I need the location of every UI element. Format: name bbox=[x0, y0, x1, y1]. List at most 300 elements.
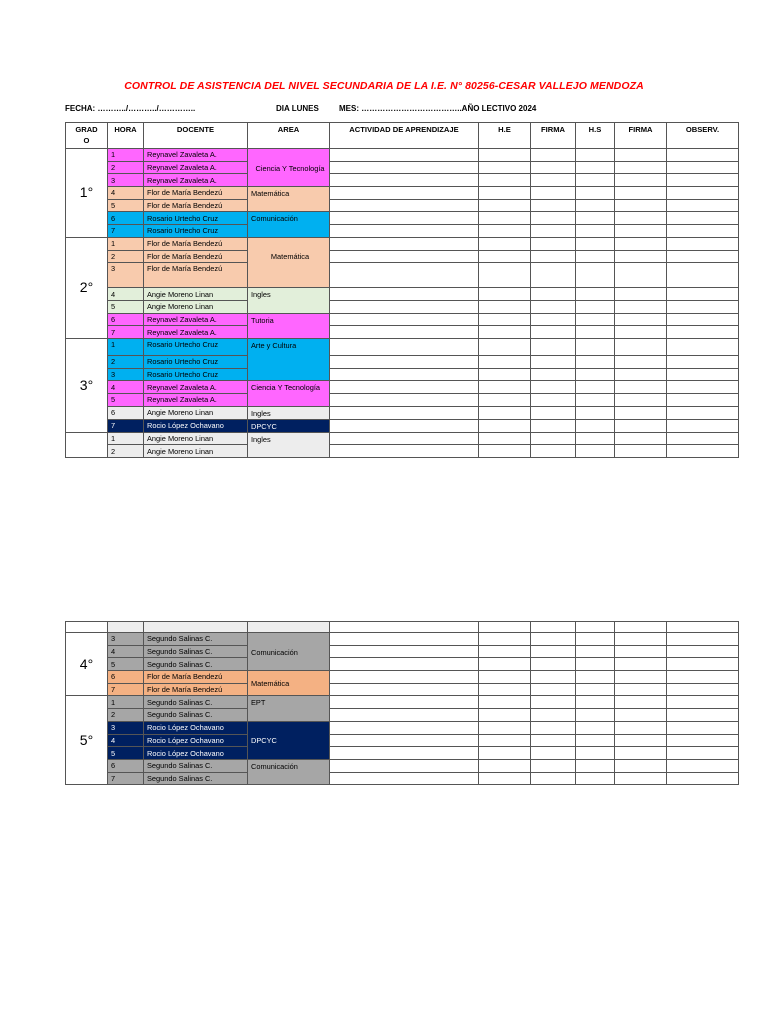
grade-cell: 1° bbox=[66, 149, 108, 238]
observ-cell[interactable] bbox=[667, 721, 739, 734]
firma-cell[interactable] bbox=[531, 199, 576, 212]
firma-cell[interactable] bbox=[615, 445, 667, 458]
he-cell[interactable] bbox=[479, 394, 531, 407]
docente-cell: Rosario Urtecho Cruz bbox=[144, 338, 248, 355]
table-row bbox=[66, 633, 739, 646]
hs-cell[interactable] bbox=[576, 759, 615, 772]
observ-cell[interactable] bbox=[667, 709, 739, 722]
firma-cell[interactable] bbox=[531, 721, 576, 734]
he-cell[interactable] bbox=[479, 721, 531, 734]
header-observ: OBSERV. bbox=[667, 123, 739, 149]
firma-cell[interactable] bbox=[615, 709, 667, 722]
hs-cell[interactable] bbox=[576, 338, 615, 355]
docente-cell: Segundo Salinas C. bbox=[144, 658, 248, 671]
firma-cell[interactable] bbox=[615, 747, 667, 760]
hora-cell: 4 bbox=[108, 645, 144, 658]
he-cell[interactable] bbox=[479, 313, 531, 326]
he-cell[interactable] bbox=[479, 445, 531, 458]
docente-cell: Angie Moreno Linan bbox=[144, 300, 248, 313]
he-cell[interactable] bbox=[479, 633, 531, 646]
observ-cell[interactable] bbox=[667, 772, 739, 785]
firma-cell[interactable] bbox=[531, 313, 576, 326]
observ-cell[interactable] bbox=[667, 406, 739, 419]
hora-cell: 4 bbox=[108, 288, 144, 301]
actividad-cell[interactable] bbox=[330, 149, 479, 162]
firma-cell[interactable] bbox=[615, 734, 667, 747]
firma-cell[interactable] bbox=[615, 199, 667, 212]
table-row bbox=[66, 313, 739, 326]
firma-cell[interactable] bbox=[531, 212, 576, 225]
hs-cell[interactable] bbox=[576, 671, 615, 684]
docente-cell: Rosario Urtecho Cruz bbox=[144, 225, 248, 238]
docente-cell: Reynavel Zavaleta A. bbox=[144, 394, 248, 407]
firma-cell[interactable] bbox=[531, 419, 576, 432]
he-cell[interactable] bbox=[479, 406, 531, 419]
actividad-cell[interactable] bbox=[330, 338, 479, 355]
firma-cell[interactable] bbox=[615, 658, 667, 671]
firma-cell[interactable] bbox=[615, 212, 667, 225]
firma-cell[interactable] bbox=[531, 237, 576, 250]
firma-cell[interactable] bbox=[615, 225, 667, 238]
firma-cell[interactable] bbox=[531, 187, 576, 200]
hs-cell[interactable] bbox=[576, 658, 615, 671]
he-cell[interactable] bbox=[479, 683, 531, 696]
hora-cell: 1 bbox=[108, 338, 144, 355]
grade-cell: 4° bbox=[66, 633, 108, 696]
table-row bbox=[66, 747, 739, 760]
actividad-cell[interactable] bbox=[330, 394, 479, 407]
firma-cell[interactable] bbox=[531, 326, 576, 339]
actividad-cell[interactable] bbox=[330, 288, 479, 301]
docente-cell: Flor de María Bendezú bbox=[144, 683, 248, 696]
firma-cell[interactable] bbox=[615, 721, 667, 734]
hora-cell: 1 bbox=[108, 237, 144, 250]
hs-cell[interactable] bbox=[576, 300, 615, 313]
observ-cell[interactable] bbox=[667, 394, 739, 407]
observ-cell[interactable] bbox=[667, 671, 739, 684]
hs-cell[interactable] bbox=[576, 445, 615, 458]
firma-cell[interactable] bbox=[615, 696, 667, 709]
actividad-cell[interactable] bbox=[330, 759, 479, 772]
actividad-cell[interactable] bbox=[330, 212, 479, 225]
hs-cell[interactable] bbox=[576, 633, 615, 646]
hora-cell: 7 bbox=[108, 326, 144, 339]
hora-cell: 1 bbox=[108, 432, 144, 445]
hs-cell[interactable] bbox=[576, 683, 615, 696]
firma-cell[interactable] bbox=[531, 709, 576, 722]
hs-cell[interactable] bbox=[576, 288, 615, 301]
firma-cell[interactable] bbox=[531, 747, 576, 760]
table-row bbox=[66, 174, 739, 187]
actividad-cell[interactable] bbox=[330, 709, 479, 722]
he-cell[interactable] bbox=[479, 368, 531, 381]
firma-cell[interactable] bbox=[615, 622, 667, 633]
hs-cell[interactable] bbox=[576, 772, 615, 785]
he-cell[interactable] bbox=[479, 734, 531, 747]
area-cell: Matemática bbox=[248, 187, 330, 212]
firma-cell[interactable] bbox=[615, 313, 667, 326]
area-cell: EPT bbox=[248, 696, 330, 721]
firma-cell[interactable] bbox=[615, 419, 667, 432]
hs-cell[interactable] bbox=[576, 326, 615, 339]
firma-cell[interactable] bbox=[615, 338, 667, 355]
hs-cell[interactable] bbox=[576, 149, 615, 162]
docente-cell: Angie Moreno Linan bbox=[144, 432, 248, 445]
observ-cell[interactable] bbox=[667, 747, 739, 760]
actividad-cell[interactable] bbox=[330, 734, 479, 747]
he-cell[interactable] bbox=[479, 658, 531, 671]
actividad-cell[interactable] bbox=[330, 187, 479, 200]
he-cell[interactable] bbox=[479, 696, 531, 709]
firma-cell[interactable] bbox=[531, 368, 576, 381]
he-cell[interactable] bbox=[479, 709, 531, 722]
firma-cell[interactable] bbox=[615, 432, 667, 445]
firma-cell[interactable] bbox=[531, 149, 576, 162]
hora-cell: 7 bbox=[108, 772, 144, 785]
area-cell: Ingles bbox=[248, 288, 330, 313]
document-title: CONTROL DE ASISTENCIA DEL NIVEL SECUNDARIA DE LA I.E. N° 80256-CESAR VALLEJO MENDOZA bbox=[124, 80, 644, 92]
docente-cell: Angie Moreno Linan bbox=[144, 406, 248, 419]
firma-cell[interactable] bbox=[531, 622, 576, 633]
firma-cell[interactable] bbox=[615, 759, 667, 772]
observ-cell[interactable] bbox=[667, 199, 739, 212]
table-row bbox=[66, 772, 739, 785]
table-row bbox=[66, 338, 739, 355]
actividad-cell[interactable] bbox=[330, 671, 479, 684]
firma-cell[interactable] bbox=[615, 174, 667, 187]
firma-cell[interactable] bbox=[615, 394, 667, 407]
header-grado: GRAD O bbox=[66, 123, 108, 149]
he-cell[interactable] bbox=[479, 432, 531, 445]
docente-cell: Angie Moreno Linan bbox=[144, 445, 248, 458]
docente-cell: Reynavel Zavaleta A. bbox=[144, 149, 248, 162]
actividad-cell[interactable] bbox=[330, 419, 479, 432]
area-cell: Comunicación bbox=[248, 212, 330, 237]
firma-cell[interactable] bbox=[531, 683, 576, 696]
hs-cell[interactable] bbox=[576, 721, 615, 734]
table-row bbox=[66, 671, 739, 684]
table-row bbox=[66, 237, 739, 250]
observ-cell[interactable] bbox=[667, 313, 739, 326]
firma-cell[interactable] bbox=[531, 645, 576, 658]
firma-cell[interactable] bbox=[531, 300, 576, 313]
observ-cell[interactable] bbox=[667, 419, 739, 432]
firma-cell[interactable] bbox=[531, 225, 576, 238]
observ-cell[interactable] bbox=[667, 174, 739, 187]
area-cell: Tutoria bbox=[248, 313, 330, 338]
hs-cell[interactable] bbox=[576, 199, 615, 212]
actividad-cell[interactable] bbox=[330, 313, 479, 326]
firma-cell[interactable] bbox=[615, 263, 667, 288]
table-row bbox=[66, 199, 739, 212]
observ-cell[interactable] bbox=[667, 381, 739, 394]
he-cell[interactable] bbox=[479, 338, 531, 355]
firma-cell[interactable] bbox=[531, 772, 576, 785]
hs-cell[interactable] bbox=[576, 622, 615, 633]
observ-cell[interactable] bbox=[667, 149, 739, 162]
firma-cell[interactable] bbox=[615, 326, 667, 339]
observ-cell[interactable] bbox=[667, 338, 739, 355]
hora-cell: 2 bbox=[108, 355, 144, 368]
hs-cell[interactable] bbox=[576, 709, 615, 722]
he-cell[interactable] bbox=[479, 747, 531, 760]
he-cell[interactable] bbox=[479, 300, 531, 313]
grade-cell bbox=[66, 622, 108, 633]
observ-cell[interactable] bbox=[667, 445, 739, 458]
observ-cell[interactable] bbox=[667, 187, 739, 200]
firma-cell[interactable] bbox=[615, 683, 667, 696]
docente-cell: Segundo Salinas C. bbox=[144, 696, 248, 709]
actividad-cell[interactable] bbox=[330, 633, 479, 646]
header-he: H.E bbox=[479, 123, 531, 149]
hs-cell[interactable] bbox=[576, 355, 615, 368]
hs-cell[interactable] bbox=[576, 381, 615, 394]
hs-cell[interactable] bbox=[576, 747, 615, 760]
observ-cell[interactable] bbox=[667, 734, 739, 747]
observ-cell[interactable] bbox=[667, 622, 739, 633]
hora-cell: 5 bbox=[108, 199, 144, 212]
header-hs: H.S bbox=[576, 123, 615, 149]
observ-cell[interactable] bbox=[667, 300, 739, 313]
hs-cell[interactable] bbox=[576, 406, 615, 419]
table-row bbox=[66, 187, 739, 200]
actividad-cell[interactable] bbox=[330, 174, 479, 187]
he-cell[interactable] bbox=[479, 161, 531, 174]
header-firma: FIRMA bbox=[531, 123, 576, 149]
observ-cell[interactable] bbox=[667, 161, 739, 174]
observ-cell[interactable] bbox=[667, 645, 739, 658]
area-cell: DPCYC bbox=[248, 721, 330, 759]
firma-cell[interactable] bbox=[531, 381, 576, 394]
firma-cell[interactable] bbox=[531, 338, 576, 355]
observ-cell[interactable] bbox=[667, 368, 739, 381]
he-cell[interactable] bbox=[479, 149, 531, 162]
firma-cell[interactable] bbox=[615, 633, 667, 646]
hora-cell: 3 bbox=[108, 721, 144, 734]
hora-cell: 7 bbox=[108, 683, 144, 696]
observ-cell[interactable] bbox=[667, 326, 739, 339]
observ-cell[interactable] bbox=[667, 658, 739, 671]
docente-cell: Segundo Salinas C. bbox=[144, 772, 248, 785]
he-cell[interactable] bbox=[479, 174, 531, 187]
hs-cell[interactable] bbox=[576, 696, 615, 709]
he-cell[interactable] bbox=[479, 263, 531, 288]
firma-cell[interactable] bbox=[615, 355, 667, 368]
firma-cell[interactable] bbox=[615, 237, 667, 250]
he-cell[interactable] bbox=[479, 381, 531, 394]
docente-cell: Reynavel Zavaleta A. bbox=[144, 381, 248, 394]
actividad-cell[interactable] bbox=[330, 381, 479, 394]
header-actividad: ACTIVIDAD DE APRENDIZAJE bbox=[330, 123, 479, 149]
actividad-cell[interactable] bbox=[330, 645, 479, 658]
firma-cell[interactable] bbox=[615, 300, 667, 313]
firma-cell[interactable] bbox=[615, 187, 667, 200]
actividad-cell[interactable] bbox=[330, 326, 479, 339]
firma-cell[interactable] bbox=[615, 406, 667, 419]
firma-cell[interactable] bbox=[615, 250, 667, 263]
firma-cell[interactable] bbox=[615, 288, 667, 301]
actividad-cell[interactable] bbox=[330, 300, 479, 313]
hora-cell: 2 bbox=[108, 250, 144, 263]
firma-cell[interactable] bbox=[531, 406, 576, 419]
hs-cell[interactable] bbox=[576, 174, 615, 187]
hs-cell[interactable] bbox=[576, 645, 615, 658]
actividad-cell[interactable] bbox=[330, 658, 479, 671]
actividad-cell[interactable] bbox=[330, 225, 479, 238]
firma-cell[interactable] bbox=[531, 671, 576, 684]
hs-cell[interactable] bbox=[576, 394, 615, 407]
observ-cell[interactable] bbox=[667, 633, 739, 646]
docente-cell: Flor de María Bendezú bbox=[144, 187, 248, 200]
actividad-cell[interactable] bbox=[330, 683, 479, 696]
firma-cell[interactable] bbox=[531, 174, 576, 187]
firma-cell[interactable] bbox=[531, 432, 576, 445]
he-cell[interactable] bbox=[479, 759, 531, 772]
he-cell[interactable] bbox=[479, 225, 531, 238]
hora-cell: 3 bbox=[108, 368, 144, 381]
he-cell[interactable] bbox=[479, 237, 531, 250]
area-cell: Ingles bbox=[248, 432, 330, 457]
firma-cell[interactable] bbox=[531, 288, 576, 301]
area-cell: Ciencia Y Tecnología bbox=[248, 149, 330, 187]
docente-cell: Flor de María Bendezú bbox=[144, 671, 248, 684]
firma-cell[interactable] bbox=[615, 772, 667, 785]
hs-cell[interactable] bbox=[576, 187, 615, 200]
hs-cell[interactable] bbox=[576, 212, 615, 225]
actividad-cell[interactable] bbox=[330, 772, 479, 785]
table-row bbox=[66, 683, 739, 696]
firma-cell[interactable] bbox=[531, 161, 576, 174]
actividad-cell[interactable] bbox=[330, 368, 479, 381]
actividad-cell[interactable] bbox=[330, 250, 479, 263]
firma-cell[interactable] bbox=[615, 161, 667, 174]
observ-cell[interactable] bbox=[667, 288, 739, 301]
firma-cell[interactable] bbox=[531, 658, 576, 671]
firma-cell[interactable] bbox=[531, 355, 576, 368]
firma-cell[interactable] bbox=[531, 263, 576, 288]
firma-cell[interactable] bbox=[531, 759, 576, 772]
he-cell[interactable] bbox=[479, 671, 531, 684]
table-row bbox=[66, 709, 739, 722]
he-cell[interactable] bbox=[479, 212, 531, 225]
actividad-cell[interactable] bbox=[330, 622, 479, 633]
actividad-cell[interactable] bbox=[330, 355, 479, 368]
actividad-cell[interactable] bbox=[330, 432, 479, 445]
observ-cell[interactable] bbox=[667, 250, 739, 263]
table-row bbox=[66, 696, 739, 709]
area-cell: DPCYC bbox=[248, 419, 330, 432]
actividad-cell[interactable] bbox=[330, 721, 479, 734]
table-row bbox=[66, 394, 739, 407]
actividad-cell[interactable] bbox=[330, 263, 479, 288]
header-area: AREA bbox=[248, 123, 330, 149]
hs-cell[interactable] bbox=[576, 161, 615, 174]
observ-cell[interactable] bbox=[667, 696, 739, 709]
area-cell: Ingles bbox=[248, 406, 330, 419]
observ-cell[interactable] bbox=[667, 263, 739, 288]
mes-label: MES: ………………………………..AÑO LECTIVO 2024 bbox=[339, 104, 537, 113]
table-row bbox=[66, 419, 739, 432]
actividad-cell[interactable] bbox=[330, 445, 479, 458]
firma-cell[interactable] bbox=[531, 696, 576, 709]
he-cell[interactable] bbox=[479, 199, 531, 212]
area-cell: Arte y Cultura bbox=[248, 338, 330, 380]
hs-cell[interactable] bbox=[576, 734, 615, 747]
table-row bbox=[66, 368, 739, 381]
hs-cell[interactable] bbox=[576, 432, 615, 445]
firma-cell[interactable] bbox=[531, 633, 576, 646]
he-cell[interactable] bbox=[479, 622, 531, 633]
observ-cell[interactable] bbox=[667, 355, 739, 368]
he-cell[interactable] bbox=[479, 187, 531, 200]
actividad-cell[interactable] bbox=[330, 747, 479, 760]
he-cell[interactable] bbox=[479, 645, 531, 658]
hs-cell[interactable] bbox=[576, 368, 615, 381]
hs-cell[interactable] bbox=[576, 419, 615, 432]
table-row bbox=[66, 645, 739, 658]
he-cell[interactable] bbox=[479, 250, 531, 263]
docente-cell: Segundo Salinas C. bbox=[144, 709, 248, 722]
he-cell[interactable] bbox=[479, 326, 531, 339]
firma-cell[interactable] bbox=[531, 250, 576, 263]
table-row bbox=[66, 326, 739, 339]
hora-cell: 2 bbox=[108, 709, 144, 722]
hs-cell[interactable] bbox=[576, 313, 615, 326]
actividad-cell[interactable] bbox=[330, 161, 479, 174]
he-cell[interactable] bbox=[479, 419, 531, 432]
docente-cell: Rosario Urtecho Cruz bbox=[144, 368, 248, 381]
firma-cell[interactable] bbox=[531, 445, 576, 458]
table-row bbox=[66, 149, 739, 162]
actividad-cell[interactable] bbox=[330, 406, 479, 419]
hs-cell[interactable] bbox=[576, 250, 615, 263]
area-cell: Matemática bbox=[248, 671, 330, 696]
firma-cell[interactable] bbox=[615, 149, 667, 162]
he-cell[interactable] bbox=[479, 288, 531, 301]
observ-cell[interactable] bbox=[667, 212, 739, 225]
actividad-cell[interactable] bbox=[330, 199, 479, 212]
firma-cell[interactable] bbox=[615, 671, 667, 684]
table-row bbox=[66, 381, 739, 394]
firma-cell[interactable] bbox=[615, 381, 667, 394]
hs-cell[interactable] bbox=[576, 263, 615, 288]
area-cell: Comunicación bbox=[248, 759, 330, 784]
attendance-table-2 bbox=[65, 621, 739, 785]
hs-cell[interactable] bbox=[576, 225, 615, 238]
docente-cell: Segundo Salinas C. bbox=[144, 645, 248, 658]
observ-cell[interactable] bbox=[667, 759, 739, 772]
he-cell[interactable] bbox=[479, 355, 531, 368]
actividad-cell[interactable] bbox=[330, 696, 479, 709]
hs-cell[interactable] bbox=[576, 237, 615, 250]
hora-cell bbox=[108, 622, 144, 633]
observ-cell[interactable] bbox=[667, 225, 739, 238]
he-cell[interactable] bbox=[479, 772, 531, 785]
hora-cell: 1 bbox=[108, 696, 144, 709]
firma-cell[interactable] bbox=[531, 394, 576, 407]
observ-cell[interactable] bbox=[667, 237, 739, 250]
docente-cell: Segundo Salinas C. bbox=[144, 759, 248, 772]
firma-cell[interactable] bbox=[531, 734, 576, 747]
actividad-cell[interactable] bbox=[330, 237, 479, 250]
firma-cell[interactable] bbox=[615, 368, 667, 381]
docente-cell bbox=[144, 622, 248, 633]
firma-cell[interactable] bbox=[615, 645, 667, 658]
observ-cell[interactable] bbox=[667, 432, 739, 445]
table-row bbox=[66, 734, 739, 747]
grade-cell: 5° bbox=[66, 696, 108, 785]
observ-cell[interactable] bbox=[667, 683, 739, 696]
